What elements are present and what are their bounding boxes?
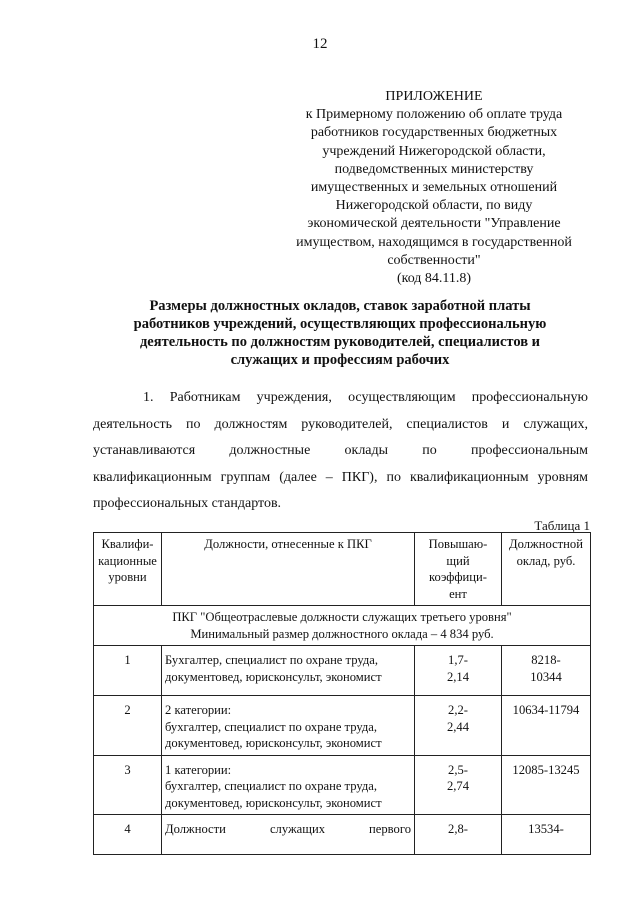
positions-cell — [162, 815, 415, 855]
coefficient-cell — [415, 755, 502, 815]
salary-cell — [502, 696, 591, 756]
position-line: документовед, юрисконсульт, экономист — [165, 669, 382, 684]
coef-line: 1,7- — [448, 653, 468, 667]
coef-line: 2,14 — [446, 669, 470, 684]
position-line: документовед, юрисконсульт, экономист — [165, 795, 382, 810]
header-text: коэффици- — [429, 570, 487, 584]
position-line: Бухгалтер, специалист по охране труда, — [165, 653, 378, 667]
paragraph-line: устанавливаются должностные оклады по профессиональным — [93, 443, 588, 458]
header-text: щий — [446, 553, 470, 568]
paragraph-line: профессиональных стандартов. — [93, 496, 282, 511]
salary-line: 10344 — [530, 669, 562, 684]
coefficient-cell — [415, 815, 502, 855]
appendix-line: Нижегородской области, по виду — [335, 198, 533, 214]
header-level — [94, 533, 162, 606]
paragraph-line: деятельность по должностям руководителей, специалистов и служащих, — [93, 416, 588, 432]
coefficient-cell — [415, 696, 502, 756]
coef-line: 2,5- — [448, 762, 468, 777]
appendix-line: подведомственных министерству — [334, 161, 534, 177]
appendix-line: имущественных и земельных отношений — [310, 180, 558, 196]
appendix-block — [268, 88, 600, 288]
positions-cell — [162, 646, 415, 696]
coef-line: 2,8- — [448, 822, 468, 836]
appendix-line: экономической деятельности "Управление — [307, 216, 561, 232]
salary-cell — [502, 755, 591, 815]
group-min-salary: Минимальный размер должностного оклада – 4 834 руб. — [190, 626, 494, 641]
heading-line: деятельность по должностям руководителей, специалистов и — [139, 334, 541, 350]
header-text: Должности, отнесенные к ПКГ — [204, 537, 372, 551]
group-cell — [94, 606, 591, 646]
group-title: ПКГ "Общеотраслевые должности служащих третьего уровня" — [172, 610, 512, 624]
header-positions — [162, 533, 415, 606]
positions-cell — [162, 755, 415, 815]
heading-line: работников учреждений, осуществляющих профессиональную — [133, 316, 547, 332]
header-text: оклад, руб. — [516, 553, 576, 568]
level-cell: 2 — [94, 696, 162, 756]
appendix-line: учреждений Нижегородской области, — [322, 143, 546, 159]
header-text: кационные — [98, 553, 157, 568]
table-header-row — [94, 533, 591, 606]
table-row — [94, 755, 591, 815]
salary-cell — [502, 646, 591, 696]
positions-cell — [162, 696, 415, 756]
appendix-line: ПРИЛОЖЕНИЕ — [385, 89, 483, 104]
body-paragraph — [93, 385, 588, 518]
paragraph-line: 1. Работникам учреждения, осуществляющим профессиональную — [143, 390, 588, 405]
header-text: Должностной — [509, 537, 583, 551]
salary-line: 10634-11794 — [512, 703, 580, 717]
paragraph-line: квалификационным группам (далее – ПКГ), по квалификационным уровням — [93, 469, 588, 485]
position-line: 1 категории: — [165, 762, 232, 777]
document-heading — [80, 297, 600, 369]
salary-line: 8218- — [531, 653, 561, 667]
position-line: документовед, юрисконсульт, экономист — [165, 736, 382, 750]
position-line: бухгалтер, специалист по охране труда, — [165, 779, 377, 793]
level-cell: 4 — [94, 815, 162, 855]
salary-cell — [502, 815, 591, 855]
header-text: уровни — [108, 570, 147, 584]
appendix-line: работников государственных бюджетных — [310, 125, 558, 141]
coef-line: 2,2- — [448, 703, 468, 717]
salary-line: 13534- — [528, 822, 564, 836]
salary-table — [93, 532, 591, 855]
table-row — [94, 646, 591, 696]
header-text: Квалифи- — [101, 537, 154, 551]
position-line: бухгалтер, специалист по охране труда, — [165, 719, 377, 734]
heading-line: Размеры должностных окладов, ставок заработной платы — [149, 298, 531, 314]
header-text: Повышаю- — [428, 537, 488, 551]
level-cell: 3 — [94, 755, 162, 815]
page-number: 12 — [312, 36, 328, 52]
coef-line: 2,74 — [446, 779, 470, 793]
appendix-line: собственности" — [387, 252, 481, 268]
appendix-line: имуществом, находящимся в государственной — [296, 234, 572, 250]
table-group-row — [94, 606, 591, 646]
position-line: Должности служащих первого — [165, 822, 411, 836]
appendix-line: (код 84.11.8) — [396, 271, 472, 287]
level-cell: 1 — [94, 646, 162, 696]
table-caption: Таблица 1 — [534, 518, 590, 533]
coefficient-cell — [415, 646, 502, 696]
header-coefficient — [415, 533, 502, 606]
table-row — [94, 815, 591, 855]
appendix-line: к Примерному положению об оплате труда — [305, 107, 563, 123]
table-row — [94, 696, 591, 756]
coef-line: 2,44 — [446, 719, 470, 734]
header-text: ент — [449, 586, 467, 601]
position-line: 2 категории: — [165, 703, 232, 717]
heading-line: служащих и профессиям рабочих — [230, 352, 450, 368]
header-salary — [502, 533, 591, 606]
salary-line: 12085-13245 — [512, 762, 580, 777]
